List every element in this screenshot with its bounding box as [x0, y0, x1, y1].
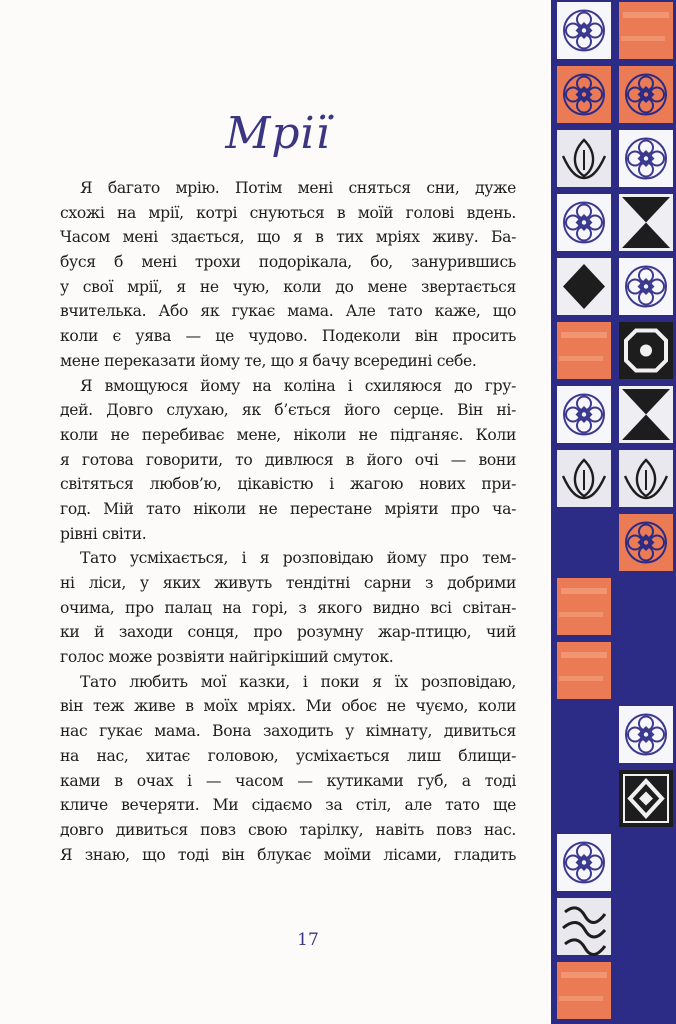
- text-line: рівні світи.: [60, 524, 147, 543]
- text-line: очима, про палац на горі, з якого видно всі світан-: [60, 598, 516, 617]
- tile-navy: [619, 898, 673, 955]
- tile-octagon: [619, 322, 673, 379]
- text-line: мене переказати йому те, що я бачу всередині себе.: [60, 351, 477, 370]
- tile-navy: [619, 834, 673, 891]
- tile-navy: [557, 706, 611, 763]
- tile-rosette-orange: [619, 66, 673, 123]
- tile-navy: [557, 514, 611, 571]
- text-line: кличе вечеряти. Ми сідаємо за стіл, але тато ще: [60, 796, 516, 815]
- text-line: на нас, хитає головою, усміхається лиш блищи-: [60, 746, 516, 765]
- text-line: дей. Довго слухаю, як б’ється його серце. Він ні-: [60, 401, 516, 420]
- text-line: у свої мрії, я не чую, коли до мене звертається: [60, 277, 516, 296]
- decorative-tile-strip: [551, 0, 676, 1024]
- tile-swirl: [557, 898, 611, 955]
- tile-rosette-orange: [557, 66, 611, 123]
- body-text: [60, 176, 516, 867]
- text-line: він теж живе в моїх мріях. Ми обоє не чуємо, коли: [60, 697, 516, 716]
- tile-orange: [557, 578, 611, 635]
- text-line: Я багато мрію. Потім мені сняться сни, дуже: [80, 179, 516, 197]
- text-line: год. Мій тато ніколи не перестане мріяти про ча-: [60, 499, 516, 518]
- text-line: ки й заходи сонця, про розумну жар-птицю, чий: [60, 623, 516, 642]
- tile-orange: [557, 322, 611, 379]
- page-number: 17: [297, 930, 319, 950]
- text-line: ками в очах і — часом — кутиками губ, а тоді: [60, 771, 516, 790]
- text-line: Тато усміхається, і я розповідаю йому про тем-: [80, 549, 516, 568]
- tile-lotus: [557, 130, 611, 187]
- text-line: я готова говорити, то дивлюся в його очі — вони: [60, 450, 516, 469]
- tile-rosette-orange: [619, 514, 673, 571]
- text-line: Часом мені здається, що я в тих мріях живу. Ба-: [60, 228, 516, 247]
- tile-navy: [619, 962, 673, 1019]
- text-line: коли є уява — це чудово. Подеколи він просить: [60, 327, 516, 346]
- text-line: буся б мені трохи подорікала, бо, занурившись: [60, 253, 516, 272]
- tile-rosette-white: [557, 2, 611, 59]
- text-line: Я знаю, що тоді він блукає моїми лісами, гладить: [60, 845, 516, 864]
- tile-navy: [557, 770, 611, 827]
- tile-rosette-white: [619, 130, 673, 187]
- tile-rosette-white: [557, 194, 611, 251]
- tile-diamond-black: [557, 258, 611, 315]
- tile-hourglass: [619, 386, 673, 443]
- tile-orange: [619, 2, 673, 59]
- tile-diamond-frame: [619, 770, 673, 827]
- text-line: світяться любов’ю, цікавістю і жагою нових при-: [60, 475, 516, 494]
- text-line: довго дивиться повз свою тарілку, навіть повз нас.: [60, 820, 516, 839]
- tile-rosette-white: [619, 258, 673, 315]
- tile-lotus: [557, 450, 611, 507]
- tile-hourglass: [619, 194, 673, 251]
- chapter-title: Мрії: [225, 108, 331, 159]
- text-line: Я вмощуюся йому на коліна і схиляюся до гру-: [80, 376, 516, 395]
- tile-rosette-white: [557, 834, 611, 891]
- tile-rosette-white: [557, 386, 611, 443]
- text-line: схожі на мрії, котрі снуються в моїй голові вдень.: [60, 203, 516, 222]
- text-line: Тато любить мої казки, і поки я їх розповідаю,: [80, 672, 516, 691]
- tile-pattern-graphic: [551, 0, 676, 1024]
- tile-navy: [619, 578, 673, 635]
- text-line: коли не перебиває мене, ніколи не підганяє. Коли: [60, 425, 516, 444]
- text-line: нас гукає мама. Вона заходить у кімнату, дивиться: [60, 722, 516, 741]
- text-line: вчителька. Або як гукає мама. Але тато каже, що: [60, 302, 516, 321]
- text-line: голос може розвіяти найгіркіший смуток.: [60, 648, 394, 667]
- tile-rosette-white: [619, 706, 673, 763]
- tile-lotus: [619, 450, 673, 507]
- tile-orange: [557, 642, 611, 699]
- tile-navy: [619, 642, 673, 699]
- tile-orange: [557, 962, 611, 1019]
- text-line: ні ліси, у яких живуть тендітні сарни з добрими: [60, 574, 516, 592]
